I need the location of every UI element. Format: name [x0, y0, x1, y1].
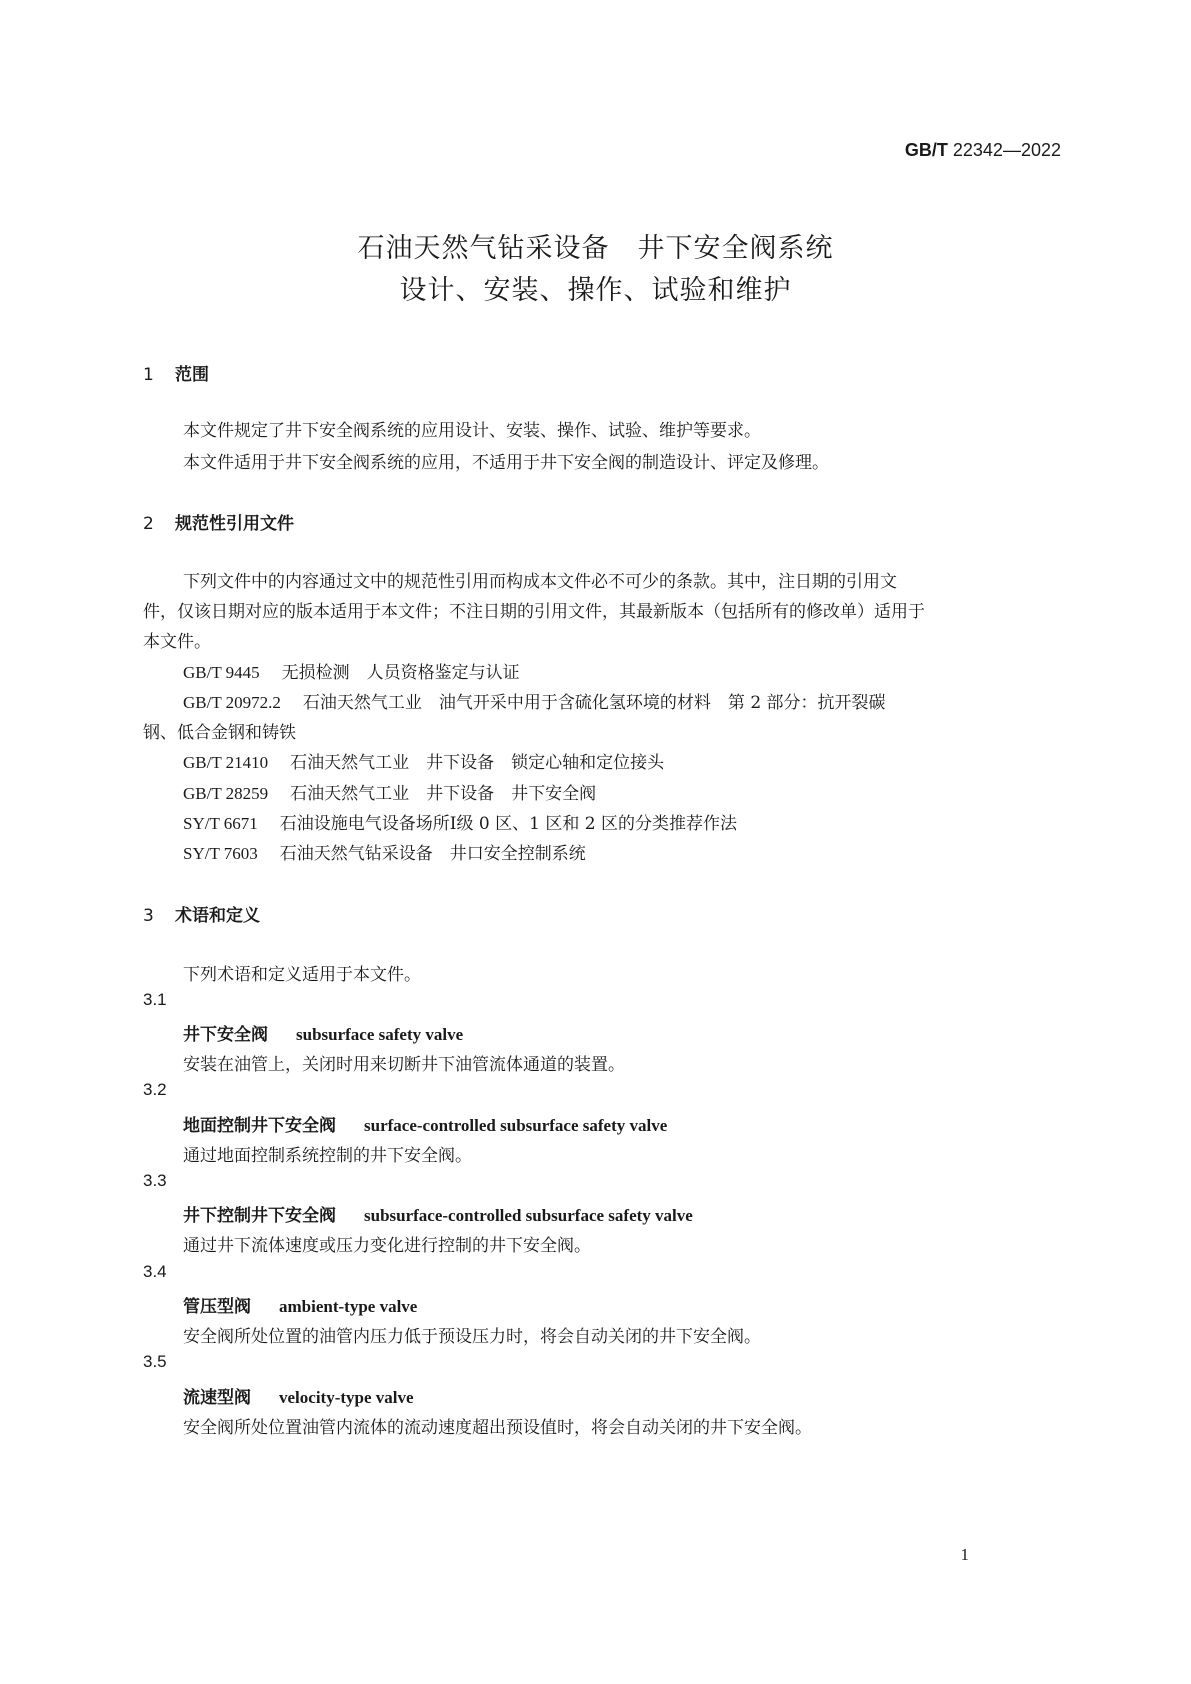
term-number: 3.3: [143, 1171, 167, 1190]
paragraph: 件，仅该日期对应的版本适用于本文件；不注日期的引用文件，其最新版本（包括所有的修改单）适用于: [143, 602, 925, 622]
paragraph: 本文件规定了井下安全阀系统的应用设计、安装、操作、试验、维护等要求。: [183, 421, 761, 441]
term-definition: 通过井下流体速度或压力变化进行控制的井下安全阀。: [183, 1236, 591, 1256]
term-definition: 安装在油管上，关闭时用来切断井下油管流体通道的装置。: [183, 1055, 625, 1075]
section-heading: 3 术语和定义: [143, 906, 260, 926]
reference-item: GB/T 21410 石油天然气工业 井下设备 锁定心轴和定位接头: [183, 753, 665, 773]
term-number: 3.4: [143, 1262, 167, 1281]
paragraph: 下列术语和定义适用于本文件。: [183, 965, 421, 985]
term-definition: 安全阀所处位置油管内流体的流动速度超出预设值时，将会自动关闭的井下安全阀。: [183, 1418, 812, 1438]
paragraph: 下列文件中的内容通过文中的规范性引用而构成本文件必不可少的条款。其中，注日期的引用文: [183, 572, 897, 592]
standard-number: GB/T 22342—2022: [904, 140, 1061, 160]
reference-item: GB/T 28259 石油天然气工业 井下设备 井下安全阀: [183, 784, 597, 804]
term-definition: 通过地面控制系统控制的井下安全阀。: [183, 1146, 472, 1166]
reference-continuation: 钢、低合金钢和铸铁: [143, 723, 296, 743]
term-number: 3.1: [143, 990, 167, 1009]
reference-item: SY/T 7603 石油天然气钻采设备 井口安全控制系统: [183, 844, 586, 864]
document-title-line1: 石油天然气钻采设备 井下安全阀系统: [357, 233, 834, 264]
term-number: 3.2: [143, 1080, 167, 1099]
term-number: 3.5: [143, 1352, 167, 1371]
term-entry: 地面控制井下安全阀 surface-controlled subsurface safety valve: [183, 1116, 668, 1136]
page-number: 1: [960, 1545, 969, 1564]
term-entry: 井下控制井下安全阀 subsurface-controlled subsurface safety valve: [183, 1206, 693, 1226]
paragraph: 本文件适用于井下安全阀系统的应用，不适用于井下安全阀的制造设计、评定及修理。: [183, 453, 829, 473]
section-heading: 2 规范性引用文件: [143, 514, 294, 534]
document-title-line2: 设计、安装、操作、试验和维护: [399, 275, 792, 306]
term-entry: 管压型阀 ambient-type valve: [183, 1297, 418, 1317]
reference-item: GB/T 9445 无损检测 人员资格鉴定与认证: [183, 663, 520, 683]
reference-item: GB/T 20972.2 石油天然气工业 油气开采中用于含硫化氢环境的材料 第 2 部分：抗开裂碳: [183, 693, 886, 713]
term-entry: 井下安全阀 subsurface safety valve: [183, 1025, 464, 1045]
reference-item: SY/T 6671 石油设施电气设备场所Ⅰ级 0 区、1 区和 2 区的分类推荐作法: [183, 814, 737, 834]
term-definition: 安全阀所处位置的油管内压力低于预设压力时，将会自动关闭的井下安全阀。: [183, 1327, 761, 1347]
term-entry: 流速型阀 velocity-type valve: [183, 1388, 414, 1408]
section-heading: 1 范围: [143, 365, 209, 385]
paragraph: 本文件。: [143, 632, 211, 652]
